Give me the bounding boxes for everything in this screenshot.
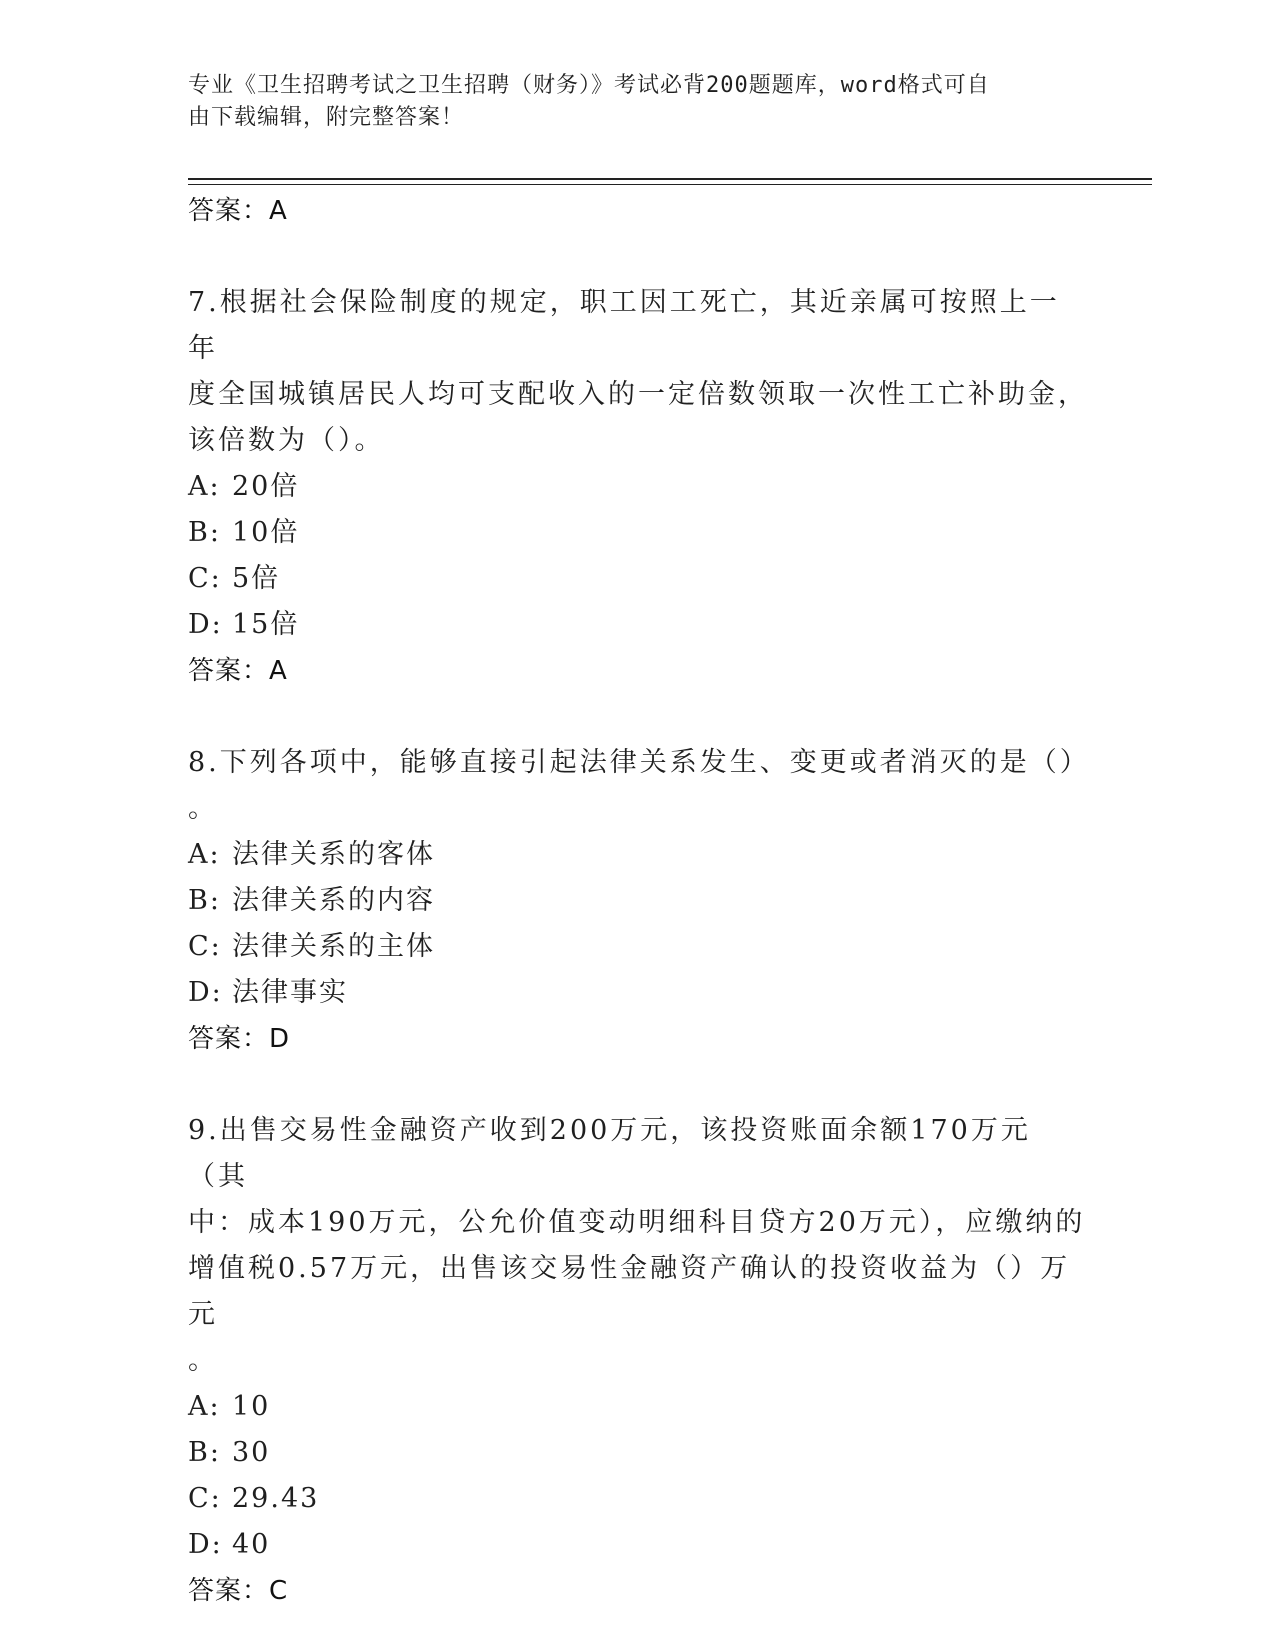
question-8-option-b [188, 878, 1088, 924]
option-text: 29.43 [232, 1483, 320, 1514]
question-7-stem-line-2: 度全国城镇居民人均可支配收入的一定倍数领取一次性工亡补助金， [188, 379, 1088, 410]
question-8-answer: 答案：D [188, 1024, 291, 1054]
question-8-stem [188, 740, 1088, 832]
question-9-answer: 答案：C [188, 1576, 289, 1606]
option-letter: A: [188, 839, 221, 870]
question-8-option-d [188, 970, 1088, 1016]
option-letter: C: [188, 1483, 222, 1514]
header-divider-thin [188, 184, 1152, 185]
question-8-stem-line-1: 8.下列各项中，能够直接引起法律关系发生、变更或者消灭的是（） [188, 747, 1090, 778]
question-9 [188, 1108, 1088, 1614]
option-text: 法律关系的内容 [232, 885, 435, 916]
option-text: 15倍 [232, 609, 300, 640]
question-7-stem [188, 280, 1088, 464]
question-7-option-b [188, 510, 1088, 556]
option-text: 法律事实 [232, 977, 348, 1008]
question-9-option-a [188, 1384, 1088, 1430]
option-text: 法律关系的客体 [232, 839, 435, 870]
document-body [188, 188, 1088, 1614]
question-9-option-b [188, 1430, 1088, 1476]
question-9-stem-line-2: 中：成本190万元，公允价值变动明细科目贷方20万元），应缴纳的 [188, 1207, 1086, 1238]
question-9-stem-line-4: 。 [188, 1345, 218, 1376]
spacer [188, 1062, 1088, 1108]
question-8 [188, 740, 1088, 1062]
question-7-option-d [188, 602, 1088, 648]
option-letter: D: [188, 609, 223, 640]
header-divider-thick [188, 178, 1152, 180]
option-text: 法律关系的主体 [232, 931, 435, 962]
option-letter: D: [188, 1529, 223, 1560]
option-letter: B: [188, 517, 221, 548]
option-text: 20倍 [232, 471, 300, 502]
option-letter: A: [188, 1391, 221, 1422]
option-letter: B: [188, 885, 221, 916]
question-7-option-c [188, 556, 1088, 602]
header-line-1: 专业《卫生招聘考试之卫生招聘（财务）》考试必背200题题库，word格式可自 [188, 73, 990, 98]
spacer [188, 234, 1088, 280]
question-7-stem-line-1: 7.根据社会保险制度的规定，职工因工死亡，其近亲属可按照上一年 [188, 287, 1060, 364]
question-7-answer: 答案：A [188, 656, 288, 686]
question-7-stem-line-3: 该倍数为（）。 [188, 425, 385, 456]
option-text: 40 [232, 1529, 271, 1560]
question-9-stem [188, 1108, 1088, 1384]
question-9-stem-line-1: 9.出售交易性金融资产收到200万元，该投资账面余额170万元（其 [188, 1115, 1031, 1192]
option-letter: C: [188, 931, 222, 962]
option-text: 30 [232, 1437, 271, 1468]
answer-previous: 答案：A [188, 196, 288, 226]
question-9-option-d [188, 1522, 1088, 1568]
option-text: 5倍 [232, 563, 281, 594]
option-letter: C: [188, 563, 222, 594]
document-header [188, 70, 1068, 134]
option-letter: B: [188, 1437, 221, 1468]
option-letter: A: [188, 471, 221, 502]
question-8-option-c [188, 924, 1088, 970]
question-9-option-c [188, 1476, 1088, 1522]
option-text: 10 [232, 1391, 271, 1422]
question-7-option-a [188, 464, 1088, 510]
question-9-stem-line-3: 增值税0.57万元，出售该交易性金融资产确认的投资收益为（）万元 [188, 1253, 1071, 1330]
header-line-2: 由下载编辑，附完整答案！ [188, 105, 465, 130]
option-letter: D: [188, 977, 223, 1008]
question-8-stem-line-2: 。 [188, 793, 218, 824]
option-text: 10倍 [232, 517, 300, 548]
spacer [188, 694, 1088, 740]
question-7 [188, 280, 1088, 694]
question-8-option-a [188, 832, 1088, 878]
